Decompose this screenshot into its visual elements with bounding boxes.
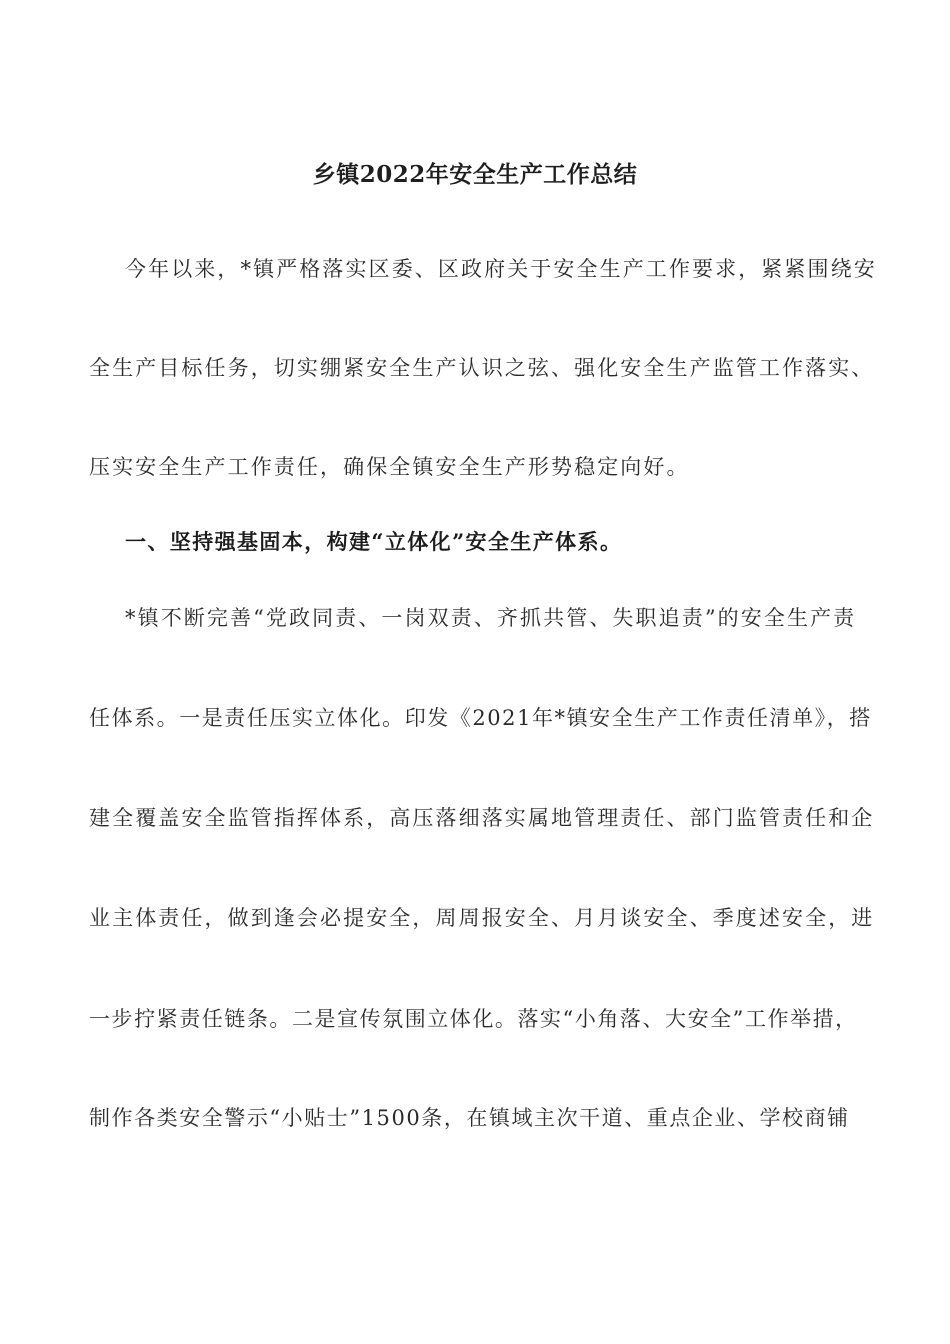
paragraph-2-line-4: 业主体责任，做到逢会必提安全，周周报安全、月月谈安全、季度述安全，进 [89, 906, 875, 930]
paragraph-1-line-1: 今年以来，*镇严格落实区委、区政府关于安全生产工作要求，紧紧围绕安 [125, 257, 877, 281]
paragraph-2-line-5: 一步拧紧责任链条。二是宣传氛围立体化。落实“小角落、大安全”工作举措， [89, 1007, 858, 1031]
paragraph-2-line-2: 任体系。一是责任压实立体化。印发《2021年*镇安全生产工作责任清单》，搭 [89, 706, 872, 730]
paragraph-1-line-2: 全生产目标任务，切实绷紧安全生产认识之弦、强化安全生产监管工作落实、 [89, 356, 875, 380]
document-title: 乡镇2022年安全生产工作总结 [312, 161, 638, 188]
paragraph-2-line-1: *镇不断完善“党政同责、一岗双责、齐抓共管、失职追责”的安全生产责 [125, 606, 857, 630]
paragraph-2-line-3: 建全覆盖安全监管指挥体系，高压落细落实属地管理责任、部门监管责任和企 [89, 806, 875, 830]
section-heading-1: 一、坚持强基固本，构建“立体化”安全生产体系。 [125, 529, 623, 554]
paragraph-2-line-6: 制作各类安全警示“小贴士”1500条，在镇域主次干道、重点企业、学校商铺 [89, 1106, 850, 1130]
paragraph-1-line-3: 压实安全生产工作责任，确保全镇安全生产形势稳定向好。 [89, 455, 690, 479]
